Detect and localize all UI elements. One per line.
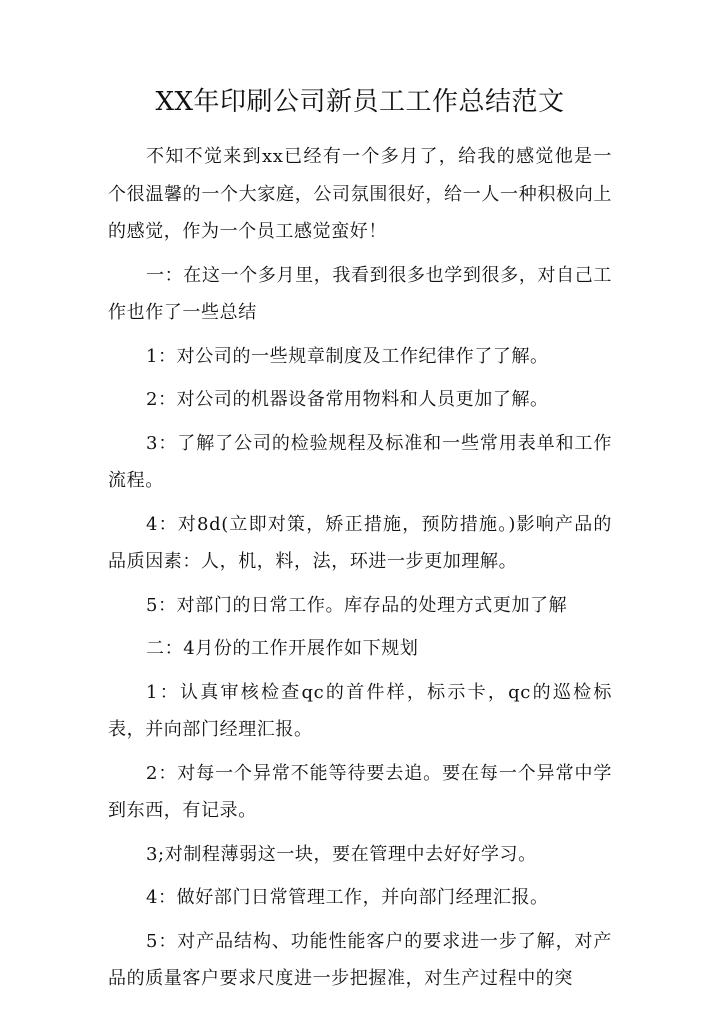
paragraph: 5：对产品结构、功能性能客户的要求进一步了解，对产品的质量客户要求尺度进一步把握准，对生产过程中的突	[108, 930, 612, 989]
paragraph: 1：对公司的一些规章制度及工作纪律作了了解。	[146, 345, 549, 367]
paragraph: 一：在这一个多月里，我看到很多也学到很多，对自己工作也作了一些总结	[108, 264, 612, 323]
document-body	[108, 138, 612, 1004]
paragraph: 不知不觉来到xx已经有一个多月了，给我的感觉他是一个很温馨的一个大家庭，公司氛围很好，给一人一种积极向上的感觉，作为一个员工感觉蛮好！	[108, 146, 612, 242]
document-title: XX年印刷公司新员工工作总结范文	[155, 87, 565, 117]
paragraph: 二：4月份的工作开展作如下规划	[146, 638, 419, 659]
paragraph: 4：对8d(立即对策，矫正措施，预防措施。)影响产品的品质因素：人，机，料，法，环进一步更加理解。	[108, 513, 612, 572]
document-page	[108, 0, 612, 1017]
paragraph: 1：认真审核检查qc的首件样，标示卡，qc的巡检标表，并向部门经理汇报。	[108, 681, 612, 740]
paragraph: 5：对部门的日常工作。库存品的处理方式更加了解	[146, 594, 568, 616]
paragraph: 4：做好部门日常管理工作，并向部门经理汇报。	[146, 887, 549, 908]
paragraph: 3：了解了公司的检验规程及标准和一些常用表单和工作流程。	[108, 432, 612, 491]
paragraph: 2：对公司的机器设备常用物料和人员更加了解。	[146, 389, 549, 410]
paragraph: 3;对制程薄弱这一块，要在管理中去好好学习。	[146, 843, 537, 865]
paragraph: 2：对每一个异常不能等待要去追。要在每一个异常中学到东西，有记录。	[108, 762, 612, 821]
